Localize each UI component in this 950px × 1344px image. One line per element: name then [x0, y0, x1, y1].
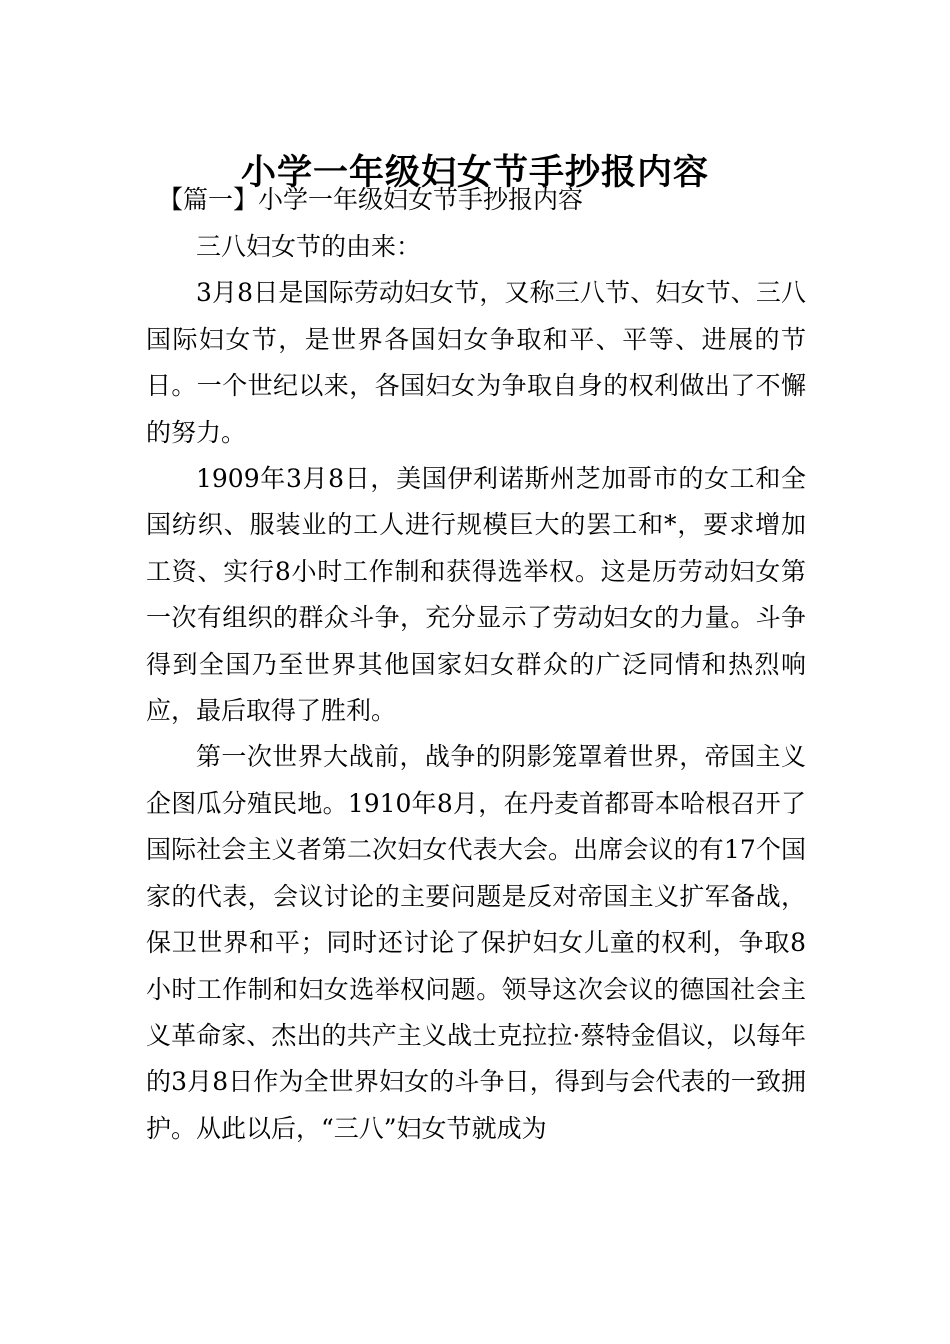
paragraph-1910: 第一次世界大战前，战争的阴影笼罩着世界，帝国主义企图瓜分殖民地。1910年8月，在丹麦首都哥本哈根召开了国际社会主义者第二次妇女代表大会。出席会议的有17个国家的代表，会议讨论的主要问题是反对帝国主义扩军备战，保卫世界和平；同时还讨论了保护妇女儿童的权利，争取8小时工作制和妇女选举权问题。领导这次会议的德国社会主义革命家、杰出的共产主义战士克拉拉·蔡特金倡议，以每年的3月8日作为全世界妇女的斗争日，得到与会代表的一致拥护。从此以后，“三八”妇女节就成为	[146, 742, 806, 1143]
document-title: 小学一年级妇女节手抄报内容	[240, 152, 709, 194]
paragraph-origin-heading: 三八妇女节的由来：	[196, 232, 422, 261]
document-body	[146, 224, 806, 1152]
paragraph-1909: 1909年3月8日，美国伊利诺斯州芝加哥市的女工和全国纺织、服装业的工人进行规模巨大的罢工和*，要求增加工资、实行8小时工作制和获得选举权。这是历劳动妇女第一次有组织的群众斗争，充分显示了劳动妇女的力量。斗争得到全国乃至世界其他国家妇女群众的广泛同情和热烈响应，最后取得了胜利。	[146, 464, 806, 726]
paragraph-intro: 3月8日是国际劳动妇女节，又称三八节、妇女节、三八国际妇女节，是世界各国妇女争取和平、平等、进展的节日。一个世纪以来，各国妇女为争取自身的权利做出了不懈的努力。	[146, 278, 806, 447]
section-heading: 【篇一】小学一年级妇女节手抄报内容	[158, 185, 584, 214]
